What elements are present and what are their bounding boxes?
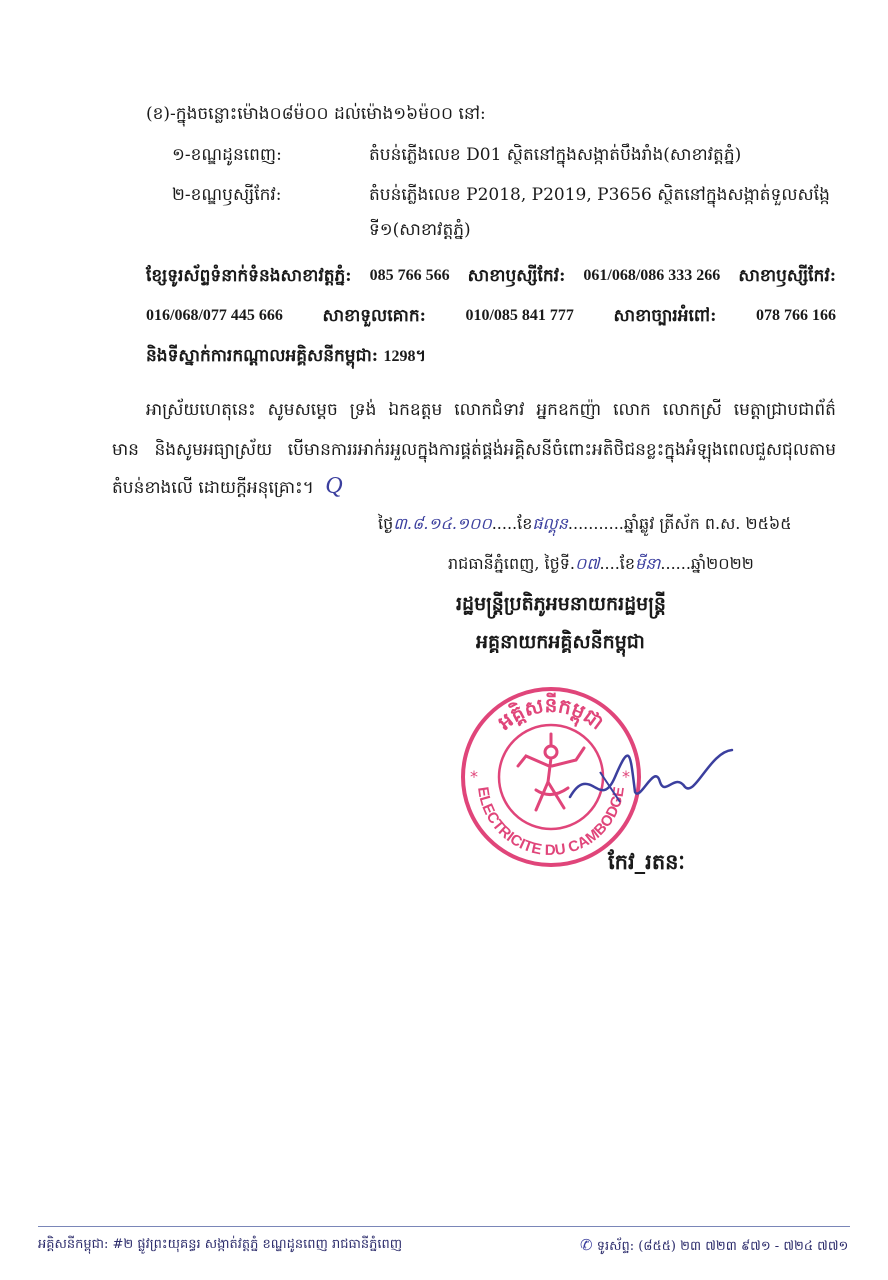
stamp-top-text: អគ្គិសនីកម្ពុជា [492, 693, 609, 735]
lunar-date-line: ថ្ងៃ៣.៨.១៤.១០០.....ខែផល្គុន...........ឆ្នាំឆ្លូវ ត្រីស័ក ព.ស. ២៥៦៥ [378, 514, 792, 533]
solar-date-line: រាជធានីភ្នំពេញ, ថ្ងៃទី.០៧....ខែមីនា......ឆ្នាំ២០២២ [448, 554, 754, 573]
contact-label-next: សាខាឫស្សីកែវ: [738, 266, 836, 286]
footer-phone: ទូរស័ព្ទ: (៨៥៥) ២៣ ៧២៣ ៩៧១ - ៧២៤ ៧៧១ [596, 1239, 849, 1254]
contact-number-2a: 016/068/077 445 666 [146, 307, 283, 324]
lunar-day-handwritten: ៣.៨.១៤.១០០ [393, 514, 492, 533]
request-word: អាស្រ័យហេតុនេះ [146, 400, 256, 420]
contact-number-chbarampov: 078 766 166 [755, 307, 836, 324]
request-word: លោកស្រី [662, 400, 722, 420]
request-line-1 [146, 398, 836, 422]
item-2-text-cont: ទី១(សាខាវត្តភ្នំ) [369, 220, 471, 240]
lunar-month-handwritten: ផល្គុន [532, 514, 568, 533]
svg-text:*: * [622, 767, 630, 786]
handwritten-initial: Q [325, 473, 343, 499]
request-word: មេត្តាជ្រាបជាព័ត៌ [733, 400, 836, 420]
svg-text:*: * [470, 767, 478, 786]
contact-label-toulkork: សាខាទួលគោក: [322, 306, 426, 326]
footer-phone-line [580, 1236, 848, 1257]
lunar-month-prefix: ខែ [517, 514, 533, 533]
contact-number-toulkork: 010/085 841 777 [465, 307, 574, 324]
contacts-line-3 [146, 344, 426, 369]
contact-label-russeykeo: សាខាឫស្សីកែវ: [467, 266, 566, 286]
signatory-title-1: រដ្ឋមន្ត្រីប្រតិភូអមនាយករដ្ឋមន្ត្រី [456, 593, 666, 615]
contact-label-chbarampov: សាខាច្បារអំពៅ: [613, 306, 717, 326]
item-1-label: ១-ខណ្ឌដូនពេញ: [172, 145, 282, 165]
footer-divider [38, 1226, 850, 1227]
footer-address: អគ្គិសនីកម្ពុជា: #២ ផ្លូវព្រះយុគន្ធរ សង្កាត់វត្តភ្នំ ខណ្ឌដូនពេញ រាជធានីភ្នំពេញ [38, 1237, 403, 1252]
request-word: ទ្រង់ [349, 400, 377, 420]
request-word: លោក [613, 400, 651, 420]
item-2-label: ២-ខណ្ឌឫស្សីកែវ: [172, 185, 282, 205]
request-word: បើមានការរអាក់រអួលក្នុងការផ្គត់ផ្គង់អគ្គិសនីចំពោះអតិថិជនខ្លះក្នុងអំឡុងពេលជួសជុលតាម [287, 440, 836, 460]
phone-logo-icon: ✆ [580, 1236, 593, 1254]
request-word: លោកជំទាវ [454, 400, 525, 420]
request-line-3 [112, 474, 343, 500]
contact-label-watphnom: ខ្សែទូរស័ព្ទទំនាក់ទំនងសាខាវត្តភ្នំ: [146, 266, 352, 286]
solar-date-prefix: រាជធានីភ្នំពេញ, ថ្ងៃទី [448, 554, 570, 573]
solar-month-handwritten: មីនា [635, 554, 661, 573]
request-word: មាន [112, 440, 139, 460]
request-word: និងសូមអធ្យាស្រ័យ [154, 440, 273, 460]
contact-number-russeykeo: 061/068/086 333 266 [583, 267, 721, 284]
signatory-title-2: អគ្គនាយកអគ្គិសនីកម្ពុជា [476, 631, 645, 653]
contact-label-hq: និងទីស្នាក់ការកណ្តាលអគ្គិសនីកម្ពុជា: [146, 346, 379, 366]
request-word: អ្នកឧកញ៉ា [536, 400, 602, 420]
request-line-2 [112, 438, 836, 462]
solar-month-prefix: ខែ [619, 554, 636, 573]
contact-number-hq: 1298។ [383, 348, 427, 365]
signatory-name: កែវ_រតនៈ [608, 849, 685, 874]
request-word: សូមសម្តេច [267, 400, 338, 420]
stamp-bottom-text: ELECTRICITE DU CAMBODGE [474, 785, 628, 860]
solar-day-handwritten: ០៧ [574, 554, 600, 573]
lunar-year: ឆ្នាំឆ្លូវ ត្រីស័ក ព.ស. ២៥៦៥ [623, 514, 792, 533]
contacts-line-1 [146, 264, 836, 288]
item-1-text: តំបន់ភ្លើងលេខ D01 ស្ថិតនៅក្នុងសង្កាត់បឹងរាំង(សាខាវត្តភ្នំ) [369, 145, 742, 165]
handwritten-signature [560, 742, 740, 822]
solar-year: ឆ្នាំ២០២២ [690, 554, 754, 573]
contacts-line-2 [146, 304, 836, 328]
request-closing: តំបន់ខាងលើ ដោយក្តីអនុគ្រោះ។ [112, 478, 314, 498]
contact-number-watphnom: 085 766 566 [369, 267, 450, 284]
lunar-date-prefix: ថ្ងៃ [378, 514, 394, 533]
section-b-heading: (ខ)-ក្នុងចន្លោះម៉ោង០៨ម៉០០ ដល់ម៉ោង១៦ម៉០០ នៅ: [146, 104, 486, 124]
item-2-text: តំបន់ភ្លើងលេខ P2018, P2019, P3656 ស្ថិតនៅក្នុងសង្កាត់ទួលសង្កែ [369, 185, 830, 205]
request-word: ឯកឧត្តម [388, 400, 443, 420]
